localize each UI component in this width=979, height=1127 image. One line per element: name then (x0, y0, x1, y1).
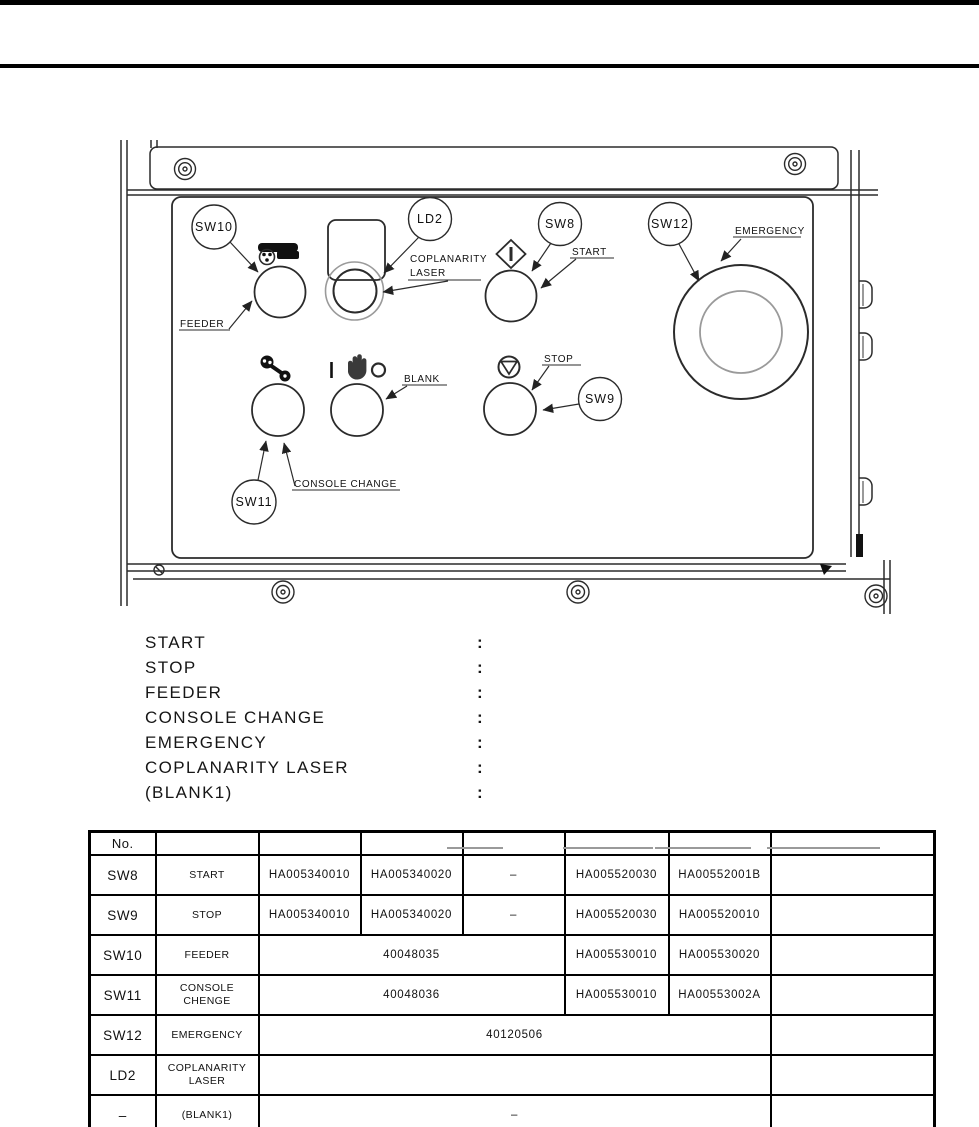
cell-part-span: 40120506 (259, 1015, 771, 1055)
parts-table (88, 830, 936, 1127)
legend-row-console-change (145, 705, 483, 730)
table-row-ld2 (90, 1055, 935, 1095)
svg-text:SW11: SW11 (235, 495, 273, 509)
cell-part: HA005340010 (259, 895, 361, 935)
legend-colon: : (477, 732, 483, 752)
cell-no: SW10 (90, 935, 156, 975)
coplanarity-laser-group (326, 220, 488, 320)
header-cell-blank (463, 832, 565, 856)
side-hinge-block (856, 534, 863, 557)
cell-name-line1: CONSOLE (179, 982, 235, 995)
cell-part: HA005530020 (669, 935, 771, 975)
cell-name (156, 975, 259, 1015)
cell-part: HA00552001B (669, 855, 771, 895)
legend-label: EMERGENCY (145, 732, 268, 752)
header-gray-mark (447, 847, 503, 849)
cell-name: EMERGENCY (156, 1015, 259, 1055)
cell-no: SW9 (90, 895, 156, 935)
cell-part: HA005520010 (669, 895, 771, 935)
legend-label: CONSOLE CHANGE (145, 707, 326, 727)
cell-blank (771, 935, 935, 975)
emergency-label: EMERGENCY (735, 226, 805, 237)
blank-button (331, 384, 383, 436)
table-header-row (90, 832, 935, 856)
laser-lens (334, 270, 377, 313)
emergency-button-group (674, 226, 808, 399)
cell-part: HA00553002A (669, 975, 771, 1015)
cell-part-span (259, 1055, 771, 1095)
panel-screws (154, 154, 887, 608)
legend-row-feeder (145, 680, 483, 705)
cell-part: – (463, 855, 565, 895)
cell-name: STOP (156, 895, 259, 935)
start-button-group (486, 240, 615, 322)
legend-colon: : (477, 707, 483, 727)
legend-colon: : (477, 782, 483, 802)
cell-part: HA005520030 (565, 855, 669, 895)
table-row-sw11 (90, 975, 935, 1015)
header-gray-mark (767, 847, 880, 849)
table-row-sw12 (90, 1015, 935, 1055)
table-row-sw9 (90, 895, 935, 935)
feeder-label: FEEDER (180, 319, 225, 330)
legend-row-start (145, 630, 483, 655)
cell-no: SW11 (90, 975, 156, 1015)
cell-name-line1: COPLANARITY (167, 1062, 247, 1075)
cell-no: SW8 (90, 855, 156, 895)
legend-row-blank1 (145, 780, 483, 805)
legend-label: (BLANK1) (145, 782, 233, 802)
cell-blank (771, 1055, 935, 1095)
header-cell-blank (771, 832, 935, 856)
legend-label: COPLANARITY LASER (145, 757, 349, 777)
hand-icon (348, 354, 366, 379)
legend-row-emergency (145, 730, 483, 755)
legend-colon: : (477, 757, 483, 777)
console-change-button (252, 384, 304, 436)
cell-part: – (463, 895, 565, 935)
cell-no: – (90, 1095, 156, 1127)
start-diamond-icon (497, 240, 526, 268)
cell-blank (771, 975, 935, 1015)
legend-label: FEEDER (145, 682, 223, 702)
header-cell-blank (565, 832, 669, 856)
cell-part-span: 40048035 (259, 935, 565, 975)
side-latch-tabs (859, 281, 872, 505)
feeder-reel-icon (258, 243, 299, 265)
cell-part: HA005530010 (565, 935, 669, 975)
legend-colon: : (477, 632, 483, 652)
top-black-bar (0, 0, 979, 5)
blank-label: BLANK (404, 374, 440, 385)
legend-list (145, 630, 483, 805)
header-gray-mark (655, 847, 751, 849)
cell-name: (BLANK1) (156, 1095, 259, 1127)
cell-part: HA005520030 (565, 895, 669, 935)
balloon-sw11 (232, 441, 276, 524)
parts-table-wrap (88, 830, 933, 1127)
svg-text:LD2: LD2 (417, 212, 443, 226)
power-off-circle-icon (372, 364, 385, 377)
balloon-sw10 (192, 205, 258, 272)
header-cell-blank (361, 832, 463, 856)
console-change-label: CONSOLE CHANGE (294, 479, 397, 490)
table-row-sw10 (90, 935, 935, 975)
pointer-mark (820, 564, 832, 575)
balloon-sw12 (649, 203, 700, 282)
top-cover-strip (150, 147, 838, 189)
cell-blank (771, 1095, 935, 1127)
svg-text:SW12: SW12 (650, 217, 690, 231)
header-cell-blank (669, 832, 771, 856)
coplanarity-label-line2: LASER (410, 268, 446, 279)
cell-name (156, 1055, 259, 1095)
svg-text:SW9: SW9 (584, 392, 616, 406)
cell-part: HA005340010 (259, 855, 361, 895)
svg-text:SW10: SW10 (194, 220, 234, 234)
cell-part-span: – (259, 1095, 771, 1127)
cell-no: SW12 (90, 1015, 156, 1055)
start-button (486, 271, 537, 322)
emergency-mushroom-button (674, 265, 808, 399)
balloon-sw9 (543, 378, 622, 421)
legend-row-coplanarity-laser (145, 755, 483, 780)
cell-part: HA005340020 (361, 895, 463, 935)
cell-part-span: 40048036 (259, 975, 565, 1015)
stop-label: STOP (544, 354, 574, 365)
emergency-button-cap (700, 291, 782, 373)
cell-blank (771, 1015, 935, 1055)
cell-blank (771, 895, 935, 935)
cell-part: HA005340020 (361, 855, 463, 895)
coplanarity-label-line1: COPLANARITY (410, 254, 488, 265)
cell-no: LD2 (90, 1055, 156, 1095)
cell-name: FEEDER (156, 935, 259, 975)
cell-name-line2: CHENGE (183, 995, 231, 1007)
header-gray-mark (563, 847, 653, 849)
legend-label: STOP (145, 657, 197, 677)
stop-button-group (484, 354, 581, 435)
feeder-button-group (179, 243, 306, 330)
legend-row-stop (145, 655, 483, 680)
cell-part: HA005530010 (565, 975, 669, 1015)
table-row-sw8 (90, 855, 935, 895)
legend-colon: : (477, 657, 483, 677)
cell-name-line2: LASER (188, 1075, 226, 1087)
legend-label: START (145, 632, 207, 652)
header-cell-blank (259, 832, 361, 856)
blank-button-group (331, 354, 447, 436)
key-icon (261, 356, 291, 382)
stop-triangle-icon (499, 357, 520, 378)
cell-name: START (156, 855, 259, 895)
cell-blank (771, 855, 935, 895)
svg-text:SW8: SW8 (544, 217, 576, 231)
control-panel-diagram (105, 136, 900, 616)
header-cell-blank (156, 832, 259, 856)
table-row-blank1 (90, 1095, 935, 1127)
header-cell-no: No. (90, 832, 156, 856)
feeder-button (255, 267, 306, 318)
start-label: START (572, 247, 607, 258)
legend-colon: : (477, 682, 483, 702)
stop-button (484, 383, 536, 435)
header-rule (0, 64, 979, 68)
